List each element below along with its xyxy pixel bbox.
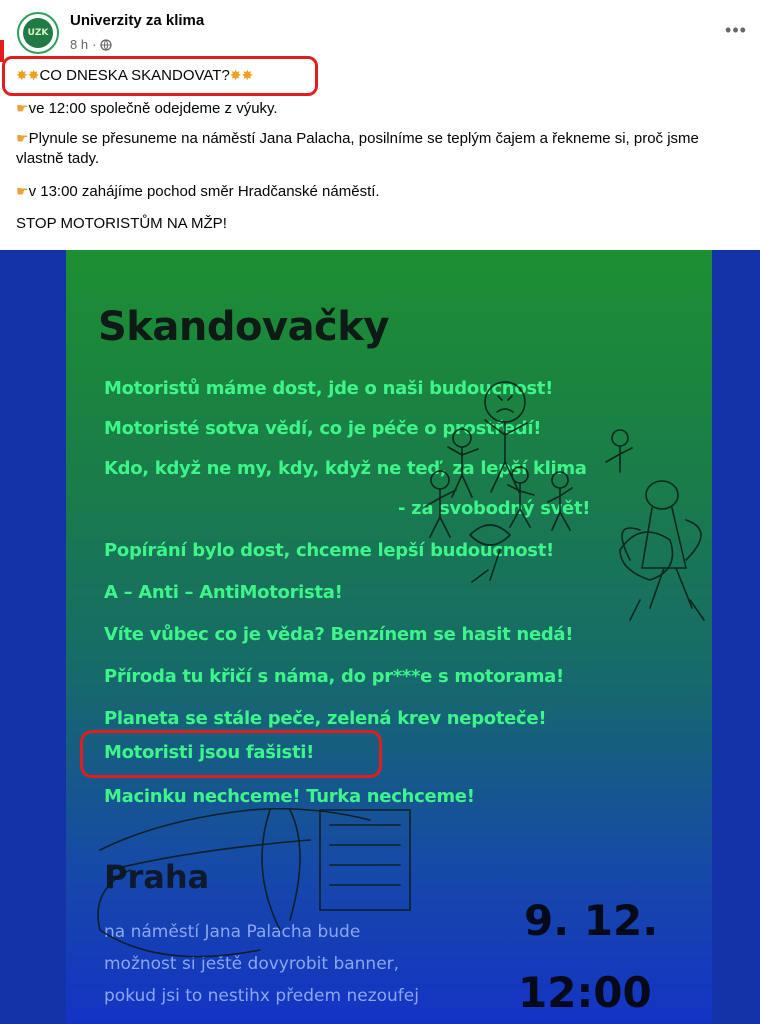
post-line: STOP MOTORISTŮM NA MŽP! <box>16 215 227 232</box>
post-line: ☛v 13:00 zahájíme pochod směr Hradčanské náměstí. <box>16 183 380 200</box>
page-name-link[interactable]: Univerzity za klima <box>70 12 205 29</box>
post-heading: CO DNESKA SKANDOVAT? <box>39 67 230 84</box>
chant-line: Popírání bylo dost, chceme lepší budoucnost! <box>104 540 554 561</box>
post-header <box>0 0 760 62</box>
chant-line: Kdo, když ne my, kdy, když ne teď, za lepší klima <box>104 458 587 479</box>
chant-line: A – Anti – AntiMotorista! <box>104 582 343 603</box>
avatar[interactable] <box>17 12 59 54</box>
post-image[interactable] <box>0 250 760 1024</box>
pointing-hand-icon: ☛ <box>16 184 29 200</box>
post-heading-line <box>16 66 253 86</box>
post-line: ☛ve 12:00 společně odejdeme z výuky. <box>16 100 278 117</box>
post-time[interactable]: 8 h <box>70 37 89 52</box>
chant-line: - za svobodný svět! <box>398 498 591 519</box>
poster-date: 9. 12. <box>524 896 659 945</box>
post-meta: 8 h · <box>70 37 112 52</box>
chant-line: Macinku nechceme! Turka nechceme! <box>104 786 475 807</box>
chant-line: Motoristé sotva vědí, co je péče o prostředí! <box>104 418 542 439</box>
pointing-hand-icon: ☛ <box>16 131 29 147</box>
poster-info-line: pokud jsi to nestihx předem nezoufej <box>104 986 419 1006</box>
globe-icon <box>100 39 112 51</box>
chant-line: Víte vůbec co je věda? Benzínem se hasit nedá! <box>104 624 574 645</box>
explosion-icon: ✸✸ <box>229 68 254 84</box>
avatar-logo: UZK <box>23 18 53 48</box>
poster-title: Skandovačky <box>98 304 389 350</box>
chant-line: Příroda tu křičí s náma, do pr***e s motorama! <box>104 666 564 687</box>
pointing-hand-icon: ☛ <box>16 101 29 117</box>
poster-info-line: možnost si ještě dovyrobit banner, <box>104 954 400 974</box>
poster-city: Praha <box>104 858 210 896</box>
chant-line: Motoristi jsou fašisti! <box>104 742 315 763</box>
annotation-highlight-chant <box>80 730 382 778</box>
poster-background <box>66 250 712 1024</box>
poster-time: 12:00 <box>518 968 652 1017</box>
more-options-icon[interactable]: ••• <box>725 19 747 40</box>
post-line: ☛Plynule se přesuneme na náměstí Jana Palacha, posilníme se teplým čajem a řekneme si, proč jsme vlastně tady. <box>16 130 699 167</box>
explosion-icon: ✸✸ <box>16 68 40 84</box>
chant-line: Motoristů máme dost, jde o naši budoucnost! <box>104 378 554 399</box>
chant-line: Planeta se stále peče, zelená krev nepoteče! <box>104 708 547 729</box>
poster-info-line: na náměstí Jana Palacha bude <box>104 922 361 942</box>
